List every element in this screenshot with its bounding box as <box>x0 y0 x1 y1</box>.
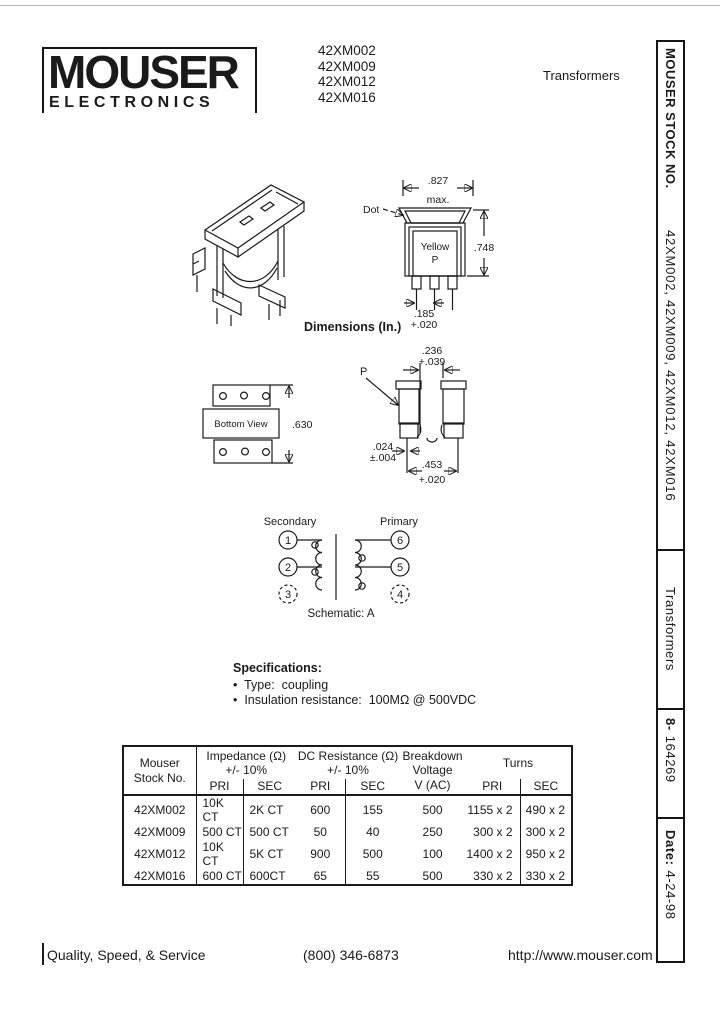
part-number: 42XM016 <box>318 89 376 105</box>
cell-imp-pri: 10K CT <box>196 795 243 824</box>
side-pin-dia-dim: .024 <box>372 441 394 453</box>
pin-number: 6 <box>396 535 404 547</box>
logo-subtitle: ELECTRONICS <box>49 94 215 111</box>
part-number: 42XM002 <box>318 43 376 58</box>
doc-number: 164269 <box>663 735 678 783</box>
breakdown-header-line3: V (AC) <box>414 777 451 792</box>
col-header-dc-resistance <box>296 746 400 779</box>
cell-stock: 42XM012 <box>123 840 196 868</box>
side-lead-tol: +.039 <box>418 356 446 368</box>
cell-imp-pri: 500 CT <box>196 824 243 840</box>
cell-dc-sec: 500 <box>362 847 383 861</box>
cell-stock: 42XM016 <box>123 868 196 885</box>
col-header-turns: Turns <box>502 755 534 770</box>
front-width-dim: .827 <box>427 175 449 187</box>
cell-stock: 42XM002 <box>123 795 196 824</box>
dc-header-line1: DC Resistance (Ω) <box>297 748 399 763</box>
spec-item: • Insulation resistance: 100MΩ @ 500VDC <box>233 693 513 708</box>
col-header-impedance <box>196 746 296 779</box>
sidebar-date <box>663 830 678 961</box>
cell-breakdown: 500 <box>422 869 443 883</box>
secondary-label: Secondary <box>263 516 317 528</box>
side-row-space-dim: .453 <box>421 459 443 471</box>
breakdown-header-line2: Voltage <box>412 763 453 778</box>
footer-url: http://www.mouser.com <box>508 947 653 963</box>
cell-imp-sec: 600CT <box>249 869 286 883</box>
part-number: 42XM012 <box>318 74 376 89</box>
stock-header-line2: Stock No. <box>133 770 186 785</box>
cell-dc-sec: 40 <box>366 825 380 839</box>
front-pitch-tol: +.020 <box>410 319 438 331</box>
parts-table <box>122 745 573 886</box>
dc-header-line2: +/- 10% <box>327 763 369 777</box>
table-row <box>123 868 572 885</box>
part-number-list <box>318 43 376 105</box>
subheader-dc-pri: PRI <box>296 779 345 795</box>
front-dot-label: Dot <box>363 204 380 216</box>
cell-turns-pri: 330 x 2 <box>465 868 520 885</box>
footer-tagline: Quality, Speed, & Service <box>47 947 206 963</box>
schematic-caption: Schematic: A <box>307 608 375 620</box>
cell-turns-sec: 330 x 2 <box>525 869 566 883</box>
pin-number: 1 <box>284 535 292 547</box>
col-header-breakdown <box>400 746 465 795</box>
cell-imp-pri: 600 CT <box>196 868 243 885</box>
cell-imp-sec: 2K CT <box>249 803 284 817</box>
cell-turns-sec: 490 x 2 <box>525 803 566 817</box>
side-lead-dim: .236 <box>421 345 443 357</box>
specs-title: Specifications: <box>233 661 322 675</box>
sidebar-category-section <box>658 551 683 710</box>
sidebar-stock-section <box>658 42 683 551</box>
cell-dc-sec: 55 <box>366 869 380 883</box>
table-row <box>123 840 572 868</box>
date-value: 4-24-98 <box>663 870 678 920</box>
footer-tick-mark <box>42 943 44 965</box>
cell-breakdown: 250 <box>422 825 443 839</box>
cell-turns-pri: 1155 x 2 <box>465 795 520 824</box>
parts-table-container <box>122 745 573 886</box>
sidebar-stock-label: MOUSER STOCK NO. <box>663 48 678 189</box>
cell-imp-pri: 10K CT <box>196 840 243 868</box>
impedance-header-line2: +/- 10% <box>225 763 268 777</box>
cell-turns-pri: 1400 x 2 <box>465 840 520 868</box>
subheader-turns-sec: SEC <box>520 779 572 795</box>
primary-label: Primary <box>380 516 418 528</box>
pin-number: 5 <box>396 562 404 574</box>
front-marking-line2: P <box>431 255 439 266</box>
cell-breakdown: 100 <box>422 847 443 861</box>
side-view-drawing <box>348 336 483 488</box>
cell-turns-sec: 950 x 2 <box>525 847 566 861</box>
spec-list <box>233 678 513 707</box>
bottom-depth-dim: .630 <box>292 419 313 431</box>
bottom-view-drawing <box>196 370 316 472</box>
table-row <box>123 824 572 840</box>
cell-imp-sec: 500 CT <box>249 825 289 839</box>
footer-phone: (800) 346-6873 <box>303 947 399 963</box>
pin-number: 2 <box>284 562 292 574</box>
stock-header-line1: Mouser <box>139 756 180 771</box>
subheader-dc-sec: SEC <box>345 779 400 795</box>
bottom-view-label: Bottom View <box>214 419 268 430</box>
front-pitch-dim: .185 <box>413 308 435 320</box>
front-marking-line1: Yellow <box>420 242 450 253</box>
logo-wordmark: MOUSER <box>48 46 238 98</box>
sidebar-date-section <box>658 819 683 961</box>
table-row <box>123 795 572 824</box>
cell-imp-sec: 5K CT <box>249 847 284 861</box>
cell-dc-sec: 155 <box>362 803 383 817</box>
side-pin-dia-tol: ±.004 <box>369 452 397 464</box>
front-width-note: max. <box>426 194 450 206</box>
date-label: Date: <box>663 830 678 866</box>
cell-stock: 42XM009 <box>123 824 196 840</box>
front-view-drawing <box>355 170 510 330</box>
schematic-drawing <box>252 510 437 628</box>
sidebar-doc-number <box>663 718 678 817</box>
side-row-space-tol: +.020 <box>418 474 446 486</box>
isometric-view-drawing <box>183 168 323 326</box>
mouser-logo <box>42 47 257 113</box>
cell-breakdown: 500 <box>422 803 443 817</box>
subheader-imp-pri: PRI <box>196 779 243 795</box>
cell-dc-pri: 900 <box>296 840 345 868</box>
cell-turns-sec: 300 x 2 <box>525 825 566 839</box>
front-height-dim: .748 <box>473 242 495 254</box>
subheader-imp-sec: SEC <box>243 779 296 795</box>
col-header-stock <box>123 746 196 795</box>
specifications <box>233 661 513 707</box>
spec-item: • Type: coupling <box>233 678 513 693</box>
part-number: 42XM009 <box>318 58 376 74</box>
breakdown-header-line1: Breakdown <box>402 749 463 764</box>
impedance-header-line1: Impedance (Ω) <box>206 748 287 763</box>
sidebar <box>656 40 685 963</box>
doc-prefix: 8- <box>663 718 678 731</box>
sidebar-stock-numbers: 42XM002, 42XM009, 42XM012, 42XM016 <box>663 230 678 502</box>
pin-number: 4 <box>396 589 404 601</box>
category-label: Transformers <box>543 68 620 83</box>
scan-edge-line <box>0 5 720 6</box>
side-p-label: P <box>360 366 368 378</box>
cell-turns-pri: 300 x 2 <box>465 824 520 840</box>
pin-number: 3 <box>284 589 292 601</box>
cell-dc-pri: 50 <box>296 824 345 840</box>
subheader-turns-pri: PRI <box>465 779 520 795</box>
sidebar-category: Transformers <box>663 587 678 672</box>
cell-dc-pri: 600 <box>296 795 345 824</box>
dimensions-caption: Dimensions (In.) <box>304 320 402 334</box>
cell-dc-pri: 65 <box>296 868 345 885</box>
sidebar-docnum-section <box>658 710 683 819</box>
